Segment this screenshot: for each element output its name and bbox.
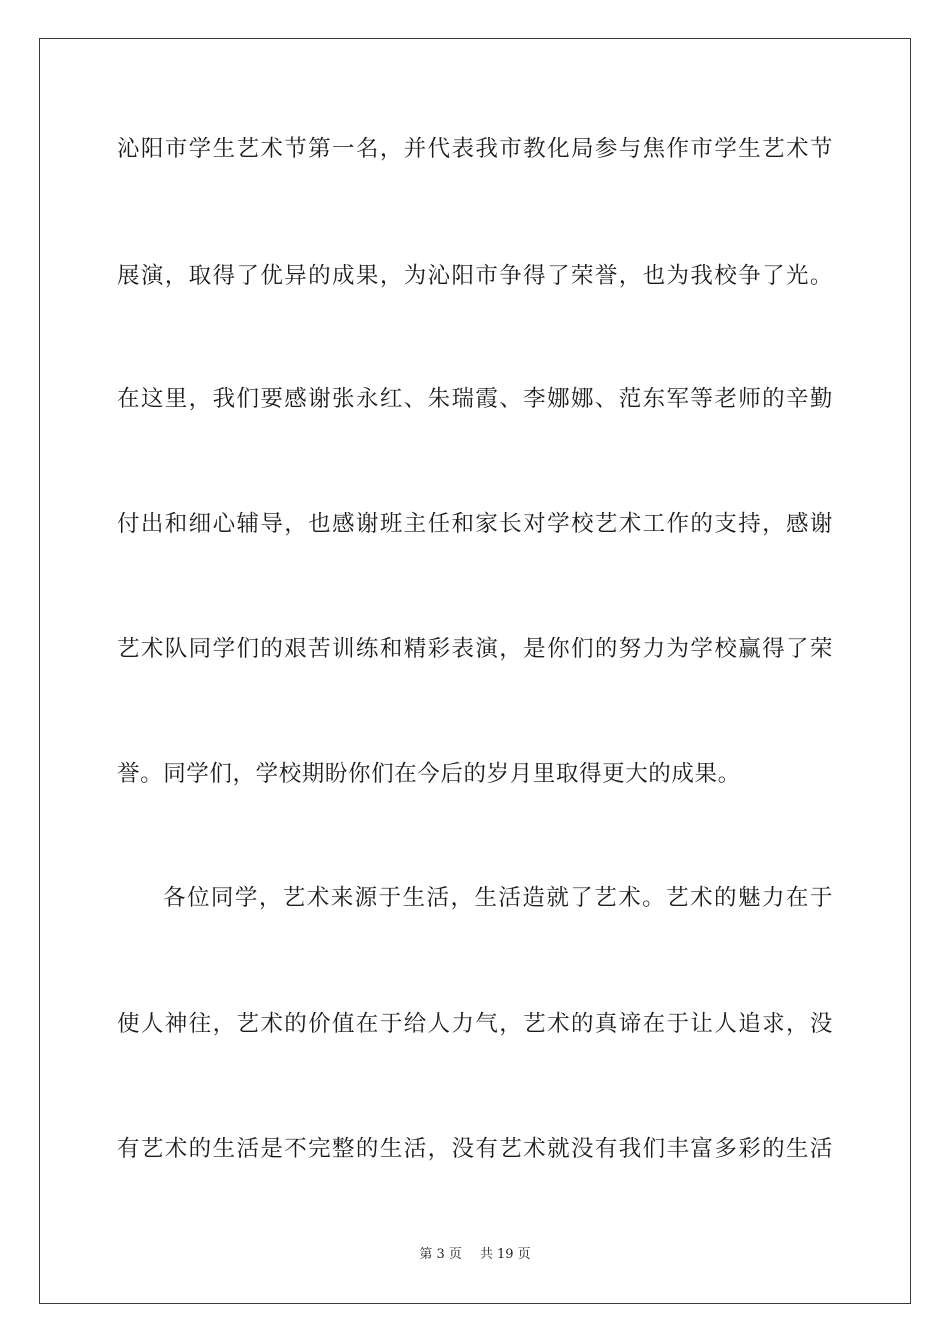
body-text-line: 誉。同学们，学校期盼你们在今后的岁月里取得更大的成果。 [117, 761, 741, 787]
body-text-line: 展演，取得了优异的成果，为沁阳市争得了荣誉，也为我校争了光。 [117, 263, 833, 289]
body-text-line: 艺术队同学们的艰苦训练和精彩表演，是你们的努力为学校赢得了荣 [117, 636, 833, 662]
page-border [39, 38, 911, 1304]
page-number: 第 3 页 [419, 1247, 462, 1262]
body-text-line: 付出和细心辅导，也感谢班主任和家长对学校艺术工作的支持，感谢 [117, 511, 833, 537]
body-text-line: 有艺术的生活是不完整的生活，没有艺术就没有我们丰富多彩的生活 [117, 1136, 833, 1162]
paragraph-first-line: 各位同学，艺术来源于生活，生活造就了艺术。艺术的魅力在于 [163, 885, 833, 911]
page-footer [0, 1246, 950, 1264]
page-total: 共 19 页 [479, 1247, 531, 1262]
body-text-line: 在这里，我们要感谢张永红、朱瑞霞、李娜娜、范东军等老师的辛勤 [117, 386, 833, 412]
body-text-line: 使人神往，艺术的价值在于给人力气，艺术的真谛在于让人追求，没 [117, 1011, 833, 1037]
body-text-line: 沁阳市学生艺术节第一名，并代表我市教化局参与焦作市学生艺术节 [117, 136, 833, 162]
